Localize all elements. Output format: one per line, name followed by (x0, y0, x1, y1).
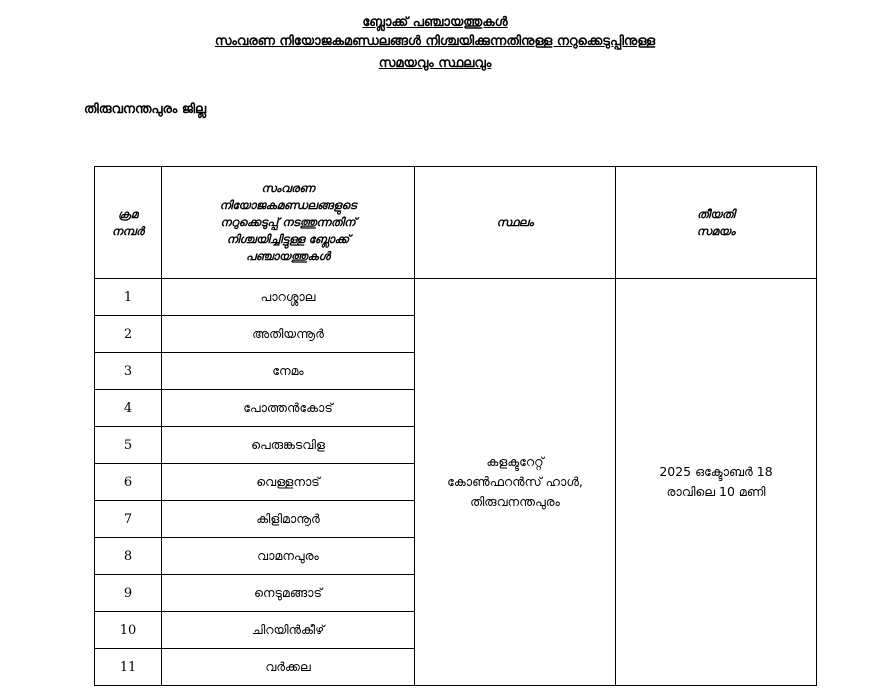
serial-number-cell: 2 (95, 316, 162, 353)
heading-line-1: ബ്ലോക്ക് പഞ്ചായത്തുകൾ (362, 15, 508, 30)
header-serial-number (95, 167, 162, 279)
header-venue (415, 167, 616, 279)
header-date-line: തീയതി (697, 206, 735, 221)
header-row (95, 167, 817, 279)
header-block-line: പഞ്ചായത്തുകൾ (246, 249, 330, 263)
header-venue-line: സ്ഥലം (496, 215, 534, 229)
block-name-cell: പെരുങ്കടവിള (162, 427, 415, 464)
block-name-cell: കിളിമാനൂർ (162, 501, 415, 538)
block-name-cell: വാമനപുരം (162, 538, 415, 575)
block-name-cell: ചിറയിൻകീഴ് (162, 612, 415, 649)
district-name: തിരുവനന്തപുരം ജില്ല (84, 102, 207, 117)
serial-number-cell: 7 (95, 501, 162, 538)
header-serial-line: ക്രമ (117, 206, 138, 221)
heading-line-3: സമയവും സ്ഥലവും (378, 56, 492, 71)
serial-number-cell: 11 (95, 649, 162, 686)
date-line: 2025 ഒക്ടോബർ 18 (659, 464, 773, 479)
serial-number-cell: 8 (95, 538, 162, 575)
block-name-cell: വെള്ളനാട് (162, 464, 415, 501)
date-time-cell (616, 279, 817, 686)
schedule-table (94, 166, 817, 686)
header-serial-line: നമ്പർ (111, 223, 145, 238)
header-block-line: നിയോജകമണ്ഡലങ്ങളുടെ (219, 198, 357, 212)
venue-line: കളക്ടറേറ്റ് (486, 454, 544, 469)
header-time-line: സമയം (696, 223, 736, 238)
block-name-cell: നെടുമങ്ങാട് (162, 575, 415, 612)
serial-number-cell: 1 (95, 279, 162, 316)
header-block-line: നിശ്ചയിച്ചിട്ടുള്ള ബ്ലോക്ക് (226, 232, 350, 246)
serial-number-cell: 9 (95, 575, 162, 612)
block-name-cell: വർക്കല (162, 649, 415, 686)
header-block-line: നറുക്കെടുപ്പ് നടത്തുന്നതിന് (220, 215, 356, 229)
serial-number-cell: 3 (95, 353, 162, 390)
venue-line: തിരുവനന്തപുരം (470, 494, 560, 509)
serial-number-cell: 10 (95, 612, 162, 649)
block-name-cell: നേമം (162, 353, 415, 390)
block-name-cell: അതിയന്നൂർ (162, 316, 415, 353)
venue-line: കോൺഫറൻസ് ഹാൾ, (447, 474, 583, 489)
table-row (95, 279, 817, 316)
header-date-time (616, 167, 817, 279)
header-block-line: സംവരണ (261, 181, 315, 195)
time-line: രാവിലെ 10 മണി (666, 484, 766, 499)
serial-number-cell: 6 (95, 464, 162, 501)
header-block-panchayats (162, 167, 415, 279)
venue-cell (415, 279, 616, 686)
block-name-cell: പോത്തൻകോട് (162, 390, 415, 427)
serial-number-cell: 5 (95, 427, 162, 464)
serial-number-cell: 4 (95, 390, 162, 427)
block-name-cell: പാറശ്ശാല (162, 279, 415, 316)
heading-line-2: സംവരണ നിയോജകമണ്ഡലങ്ങൾ നിശ്ചയിക്കുന്നതിനുള്ള നറുക്കെടുപ്പിനുള്ള (214, 34, 656, 49)
